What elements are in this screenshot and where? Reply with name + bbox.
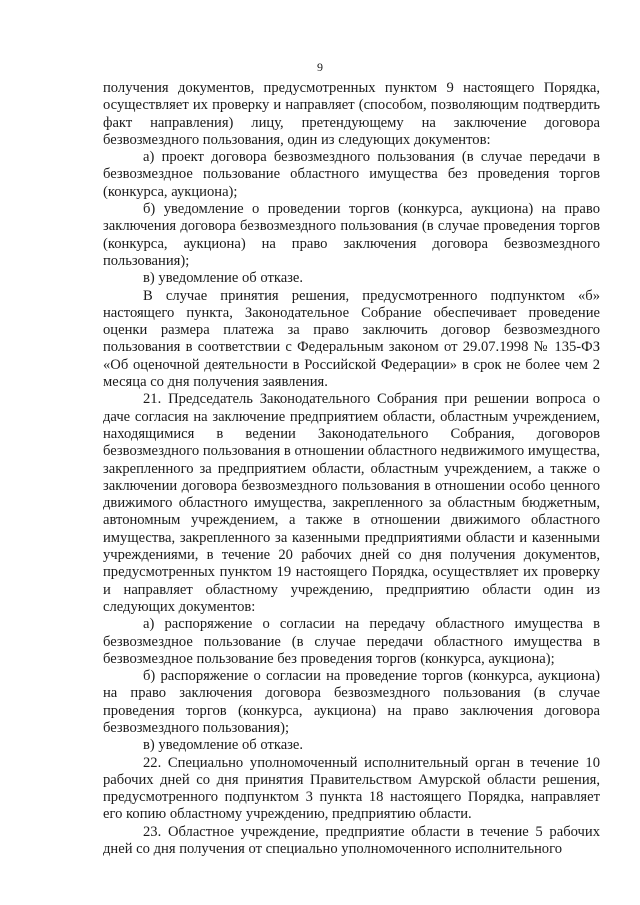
list-item-v: в) уведомление об отказе. <box>143 737 304 754</box>
paragraph-evaluation: В случае принятия решения, предусмотренного подпунктом «б» настоящего пункта, Законодательное Собрание обеспечивает проведение оценки размера платежа за право заключить договор безвозмездного пользования в соответствии с Федеральным законом от 29.07.1998 № 135-ФЗ «Об оценочной деятельности в Российской Федерации» в срок не более чем 2 месяца со дня получения заявления. <box>103 287 600 391</box>
paragraph-23: 23. Областное учреждение, предприятие области в течение 5 рабочих дней со дня получения от специально уполномоченного исполнительного <box>103 823 600 858</box>
paragraph-21: 21. Председатель Законодательного Собрания при решении вопроса о даче согласия на заключение предприятием области, областным учреждением, находящимися в ведении Законодательного Собрания, договоров безвозмездного пользования в отношении областного недвижимого имущества, закрепленного за предприятием области, областным учреждением, а также о заключении договора безвозмездного пользования в отношении особо ценного движимого областного имущества, закрепленного за областным бюджетным, автономным учреждением, а также в отношении движимого областного имущества, закрепленного за казенными предприятиями области и казенными учреждениями, в течение 20 рабочих дней со дня получения документов, предусмотренных пунктом 19 настоящего Порядка, осуществляет их проверку и направляет областному учреждению, предприятию области один из следующих документов: <box>103 391 600 615</box>
list-item-a: а) распоряжение о согласии на передачу областного имущества в безвозмездное пользование (в случае передачи областного имущества в безвозмездное пользование без проведения торгов (конкурса, аукциона); <box>103 616 600 667</box>
paragraph-22: 22. Специально уполномоченный исполнительный орган в течение 10 рабочих дней со дня принятия Правительством Амурской области решения, предусмотренного подпунктом 3 пункта 18 настоящего Порядка, направляет его копию областному учреждению, предприятию области. <box>103 754 600 823</box>
page-number: 9 <box>317 60 323 74</box>
list-item-v: в) уведомление об отказе. <box>143 270 304 287</box>
list-item-a: а) проект договора безвозмездного пользования (в случае передачи в безвозмездное пользование областного имущества без проведения торгов (конкурса, аукциона); <box>103 149 600 200</box>
paragraph-continuation: получения документов, предусмотренных пунктом 9 настоящего Порядка, осуществляет их проверку и направляет (способом, позволяющим подтвердить факт направления) лицу, претендующему на заключение договора безвозмездного пользования, один из следующих документов: <box>103 80 600 148</box>
document-body <box>103 80 600 858</box>
list-item-b: б) распоряжение о согласии на проведение торгов (конкурса, аукциона) на право заключения договора безвозмездного пользования (в случае проведения торгов (конкурса, аукциона) на право заключения договора безвозмездного пользования); <box>103 668 600 736</box>
list-item-b: б) уведомление о проведении торгов (конкурса, аукциона) на право заключения договора безвозмездного пользования (в случае проведения торгов (конкурса, аукциона) на право заключения договора безвозмездного пользования); <box>103 201 600 269</box>
